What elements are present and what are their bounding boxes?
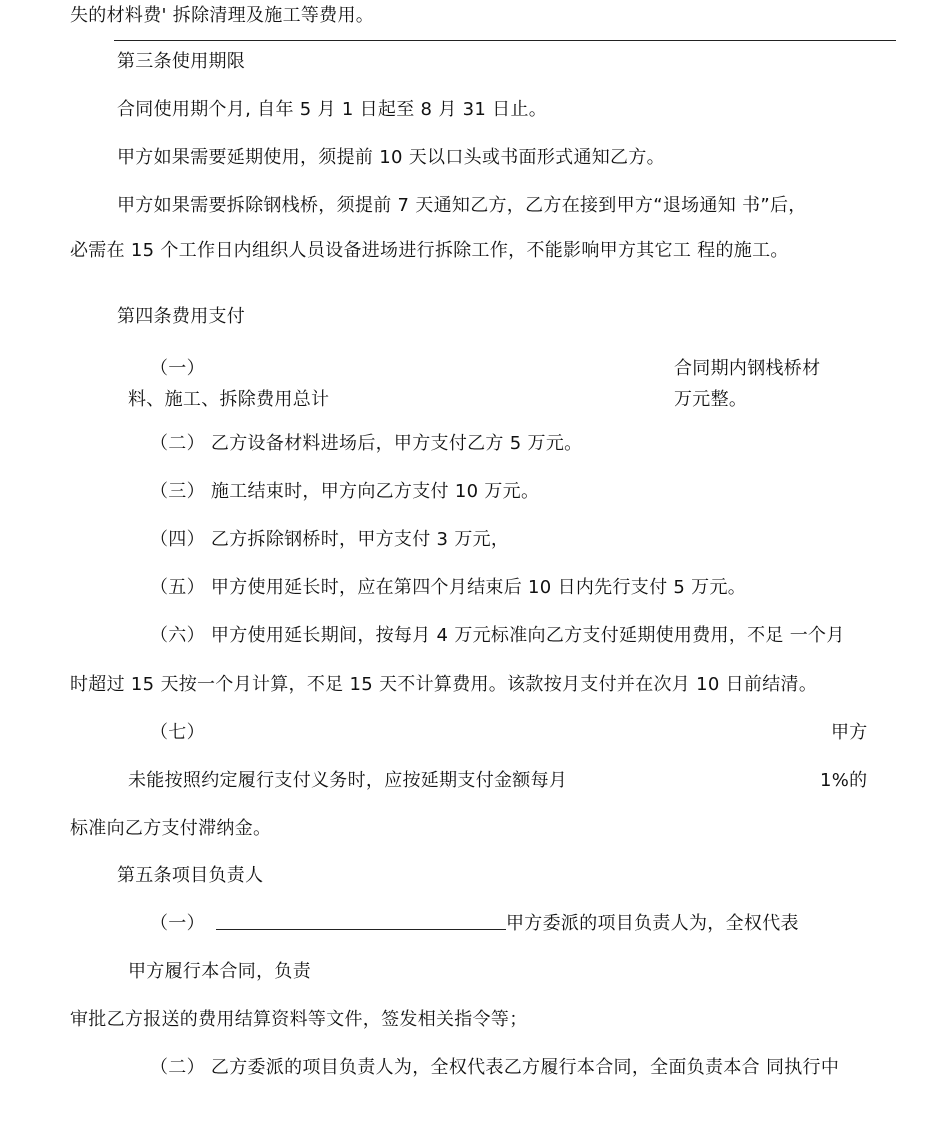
text-line: 未能按照约定履行支付义务时，应按延期支付金额每月 <box>128 770 568 791</box>
text-line: 失的材料费' 拆除清理及施工等费用。 <box>70 5 375 26</box>
text-line: （二） 乙方委派的项目负责人为，全权代表乙方履行本合同，全面负责本合 同执行中 <box>150 1057 840 1078</box>
section-heading: 第五条项目负责人 <box>117 865 264 886</box>
text-line: 甲方如果需要延期使用，须提前 10 天以口头或书面形式通知乙方。 <box>117 147 665 168</box>
text-line: （二） 乙方设备材料进场后，甲方支付乙方 5 万元。 <box>150 433 583 454</box>
section-heading: 第四条费用支付 <box>117 306 246 327</box>
clause-number: （一） <box>150 358 205 379</box>
text-line: 合同使用期个月, 自年 5 月 1 日起至 8 月 31 日止。 <box>117 99 548 120</box>
text-line: 必需在 15 个工作日内组织人员设备进场进行拆除工作，不能影响甲方其它工 程的施工。 <box>70 240 789 261</box>
text-line: 审批乙方报送的费用结算资料等文件，签发相关指令等； <box>70 1009 528 1030</box>
separator-rule <box>114 40 896 41</box>
text-line: 甲方 <box>831 722 868 743</box>
text-line: 料、施工、拆除费用总计 <box>128 389 330 410</box>
section-heading: 第三条使用期限 <box>117 51 246 72</box>
text-line: 甲方履行本合同，负责 <box>128 961 311 982</box>
text-line: 1%的 <box>820 770 868 791</box>
text-line: 标准向乙方支付滞纳金。 <box>70 818 272 839</box>
text-line: （六） 甲方使用延长期间，按每月 4 万元标准向乙方支付延期使用费用，不足 一个月 <box>150 625 845 646</box>
text-line: （五） 甲方使用延长时，应在第四个月结束后 10 日内先行支付 5 万元。 <box>150 577 747 598</box>
text-line: （三） 施工结束时，甲方向乙方支付 10 万元。 <box>150 481 540 502</box>
text-line: 甲方如果需要拆除钢栈桥，须提前 7 天通知乙方，乙方在接到甲方“退场通知 书”后， <box>117 195 807 216</box>
text-line: 时超过 15 天按一个月计算，不足 15 天不计算费用。该款按月支付并在次月 10 日前结清。 <box>70 674 818 695</box>
text-line: 甲方委派的项目负责人为，全权代表 <box>506 913 799 934</box>
clause-number: （一） <box>150 913 205 934</box>
text-line: （四） 乙方拆除钢桥时，甲方支付 3 万元， <box>150 529 510 550</box>
text-line: 合同期内钢栈桥材 <box>674 358 821 379</box>
text-line: 万元整。 <box>674 389 748 410</box>
fill-in-blank <box>212 913 510 936</box>
clause-number: （七） <box>150 722 205 743</box>
